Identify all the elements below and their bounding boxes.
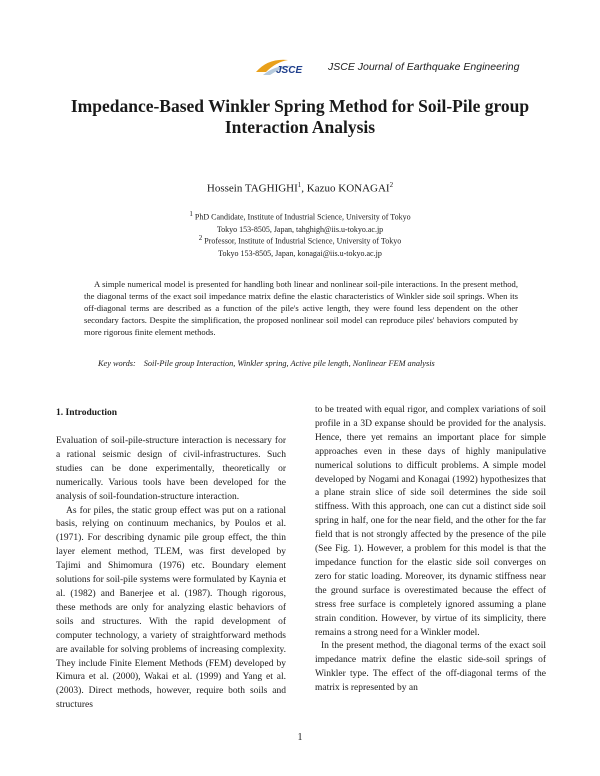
paper-title — [40, 96, 560, 138]
affiliation-address: Tokyo 153-8505, Japan, tahghigh@iis.u-tokyo.ac.jp — [216, 224, 384, 234]
title-line-2: Interaction Analysis — [224, 117, 376, 137]
title-line-1: Impedance-Based Winkler Spring Method for Soil-Pile group — [70, 96, 530, 116]
keywords — [98, 359, 518, 368]
affiliation-address: Tokyo 153-8505, Japan, konagai@iis.u-tokyo.ac.jp — [218, 248, 382, 258]
paragraph: In the present method, the diagonal terms of the exact soil impedance matrix define the elastic side-soil springs of Winkler type. The effect of the off-diagonal terms of the matrix is represented by an — [315, 641, 546, 694]
author-1-marker: 1 — [297, 181, 302, 189]
author-list — [40, 181, 560, 195]
paragraph: As for piles, the static group effect was put on a rational basis, relying on continuum mechanics, by Poulos et al. (1971). For describing dynamic pile group effect, the thin layer element method, TLEM, was first developed by Tajimi and Shimomura (1976) etc. Boundary element solutions for soil-pile systems were formulated by Kaynia et al. (1982) and Banerjee et al. (1987). Though rigorous, these methods are only for analyzing elastic behaviors of soils and structures. With the rapid development of computer technology, a variety of straightforward methods are available for solving problems of increasing complexity. They include Finite Element Methods (FEM) developed by Kimura et al. (2000), Wakai et al. (1999) and Yang et al. (2003). Direct methods, however, require both soils and structures — [56, 505, 286, 711]
paragraph: Evaluation of soil-pile-structure interaction is necessary for a rational seismic design of civil-infrastructures. Such studies can be done experimentally, theoretically or numerically. Various tools have been developed for the analysis of soil-foundation-structure interaction. — [56, 436, 286, 502]
paragraph: to be treated with equal rigor, and complex variations of soil profile in a 3D expanse should be provided for the analysis. Hence, there yet remains an important place for simple approaches even in these days of highly manipulative numerical solutions to difficult problems. A simple model developed by Nogami and Konagai (1992) hypothesizes that a plane strain slice of side soil determines the side soil stiffness. With this approach, one can cut a distinct side soil spring in half, one for the near field, and the other for the far field that is not strongly affected by the presence of the pile (See Fig. 1). However, a problem for this model is that the impedance function for the elastic side soil converges on zero for static loading. Moreover, its dynamic stiffness near the ground surface is overestimated because the effect of stress free surface is completely ignored assuming a plane strain condition. However, by virtue of its simplicity, there remains a strong need for a Winkler model. — [315, 405, 546, 638]
affiliation-text: Professor, Institute of Industrial Science, University of Tokyo — [202, 236, 402, 246]
journal-name: JSCE Journal of Earthquake Engineering — [328, 61, 520, 73]
abstract: A simple numerical model is presented for handling both linear and nonlinear soil-pile interactions. In the present method, the diagonal terms of the exact soil impedance matrix define the elastic characteristics of Winkler side soil springs. When its off-diagonal terms are described as a function of the pile's active length, they were found less dependent on the other secondary factors. Despite the simplification, the proposed nonlinear soil model can reproduce piles' behaviors computed by more rigorous finite element methods. — [84, 279, 518, 337]
author-1: Hossein TAGHIGHI — [206, 182, 298, 195]
author-2-marker: 2 — [389, 181, 394, 189]
affiliation-marker: 2 — [198, 234, 203, 242]
affiliation-marker: 1 — [189, 210, 193, 218]
affiliation-2 — [120, 232, 480, 260]
keywords-text: Soil-Pile group Interaction, Winkler spring, Active pile length, Nonlinear FEM analysis — [143, 359, 435, 368]
text-column-right — [315, 404, 546, 696]
page-number: 1 — [297, 732, 303, 743]
jsce-logo — [254, 55, 320, 77]
affiliation-text: PhD Candidate, Institute of Industrial Science, University of Tokyo — [192, 212, 411, 222]
author-separator: , — [301, 182, 307, 195]
text-column-left — [56, 435, 286, 713]
keywords-label: Key words: — [98, 359, 136, 368]
author-2: Kazuo KONAGAI — [306, 182, 390, 195]
section-heading: 1. Introduction — [56, 408, 118, 418]
logo-text: JSCE — [276, 65, 303, 76]
